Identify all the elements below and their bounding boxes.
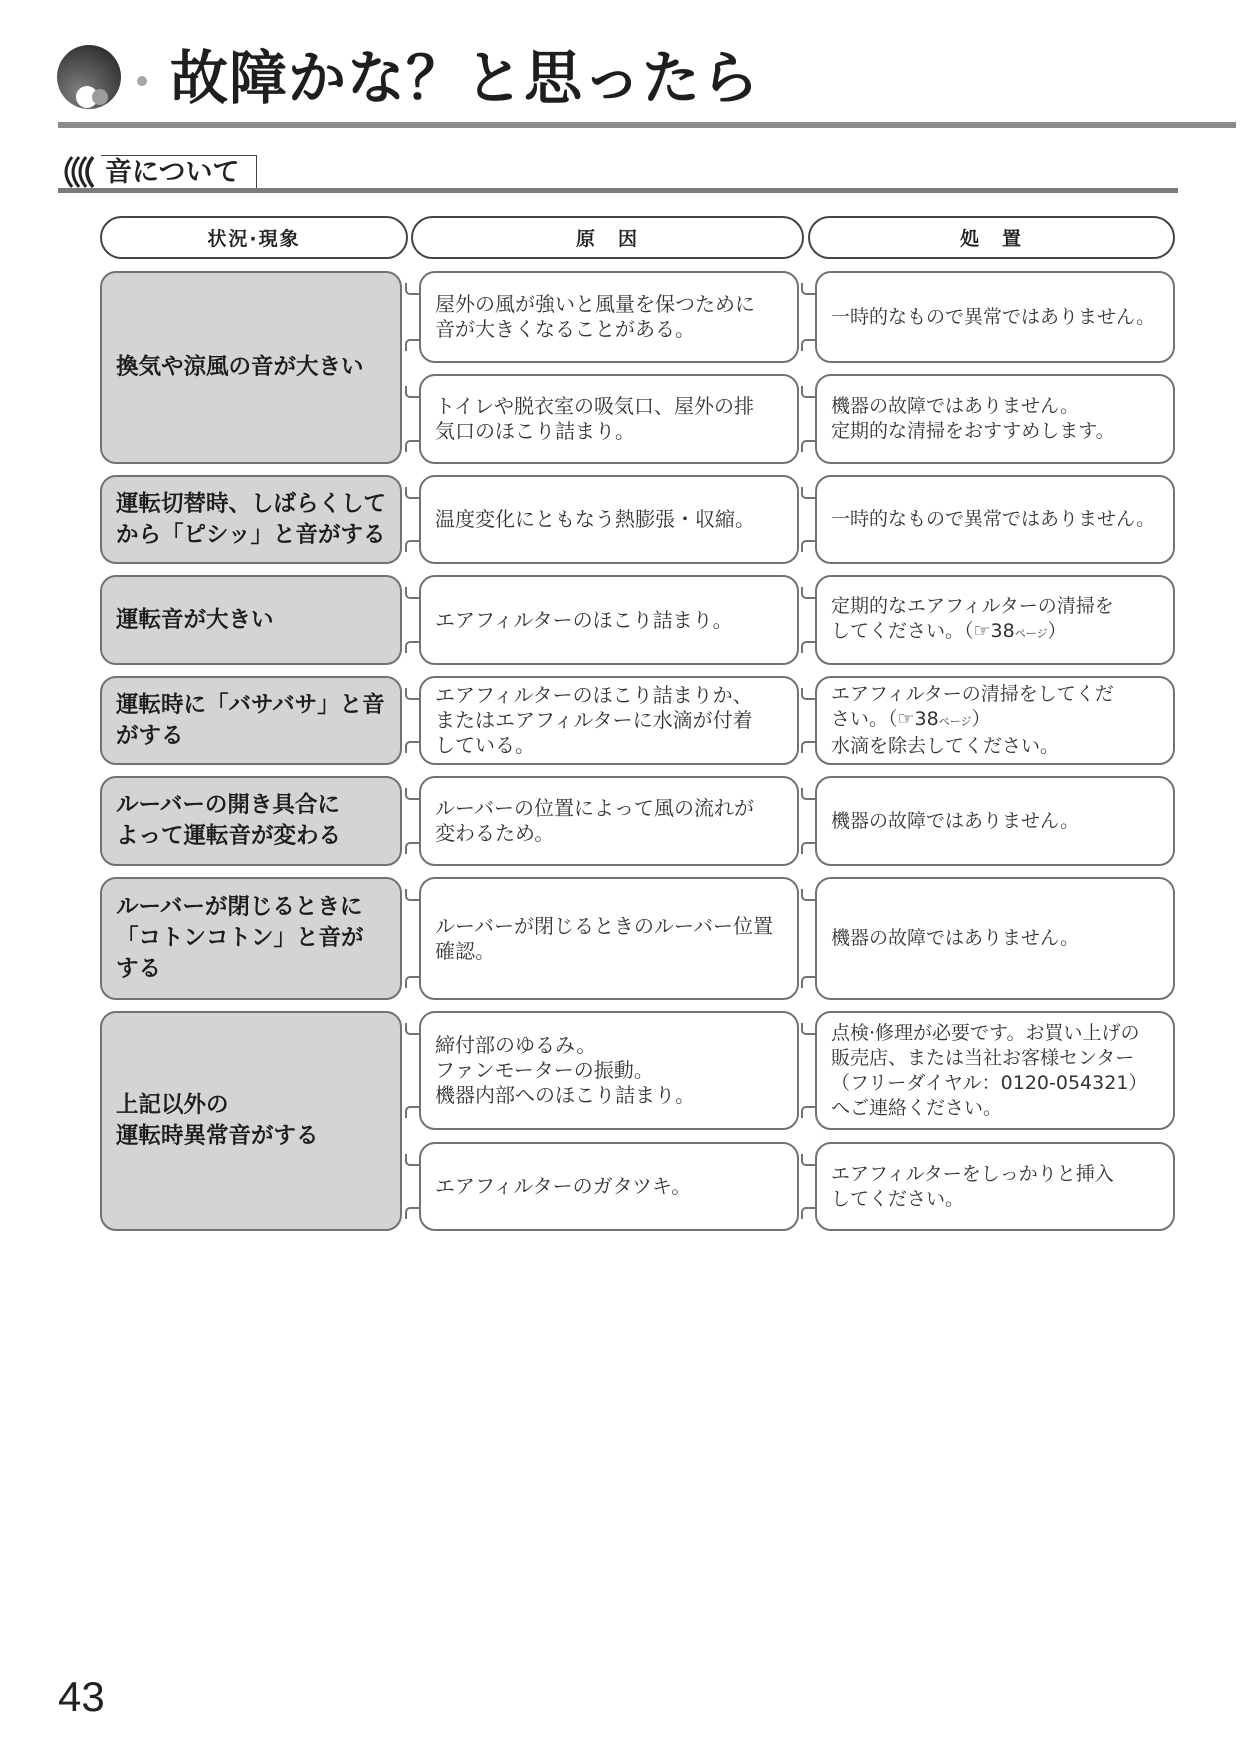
symptom-cell [100,877,402,1000]
remedy-text: 機器の故障ではありません。 [831,927,1080,949]
cause-text-block [435,1174,691,1199]
section-title: 音について [101,155,257,189]
cause-text-block [435,914,773,964]
remedy-text: 機器の故障ではありません。 [831,809,1080,832]
remedy-text: エアフィルターをしっかりと挿入 してください。 [831,1162,1114,1210]
cause-text: ルーバーの位置によって風の流れが 変わるため。 [435,796,754,845]
page-reference: （☞38 [964,620,1015,642]
remedy-cell [815,575,1175,665]
remedy-text: 一時的なもので異常ではありません。 [831,305,1156,328]
header-situation: 状況·現象 [100,216,408,259]
cause-text: 温度変化にともなう熱膨張・収縮。 [435,507,755,531]
remedy-cell [815,1011,1175,1130]
remedy-text-block [831,926,1079,951]
symptom-text: 換気や涼風の音が大きい [116,354,364,380]
cause-cell [419,575,799,665]
page-reference-close: ） [1047,620,1067,642]
cause-text: 屋外の風が強いと風量を保つために 音が大きくなることがある。 [435,292,755,341]
sound-waves-icon [58,154,104,190]
cause-cell [419,1142,799,1231]
cause-text-block [435,796,754,846]
symptom-cell [100,776,402,866]
page-reference-unit: ページ [938,715,972,728]
cause-text-block [435,507,755,532]
symptom-text: 運転切替時、しばらくして から「ピシッ」と音がする [116,490,387,548]
cause-cell [419,776,799,866]
cause-text: エアフィルターのほこり詰まりか、 またはエアフィルターに水滴が付着 している。 [435,683,753,757]
title-divider [58,122,1236,128]
cause-text-block [435,394,754,444]
cause-text: 締付部のゆるみ。 ファンモーターの振動。 機器内部へのほこり詰まり。 [435,1033,695,1107]
remedy-text-block [831,809,1079,834]
cause-text-block [435,1033,695,1108]
remedy-cell [815,1142,1175,1231]
remedy-cell [815,374,1175,464]
cause-text: エアフィルターのほこり詰まり。 [435,607,733,632]
remedy-text: 一時的なもので異常ではありません。 [831,508,1156,530]
cause-cell [419,475,799,564]
remedy-text-block [831,507,1155,532]
remedy-cell [815,676,1175,765]
remedy-text-block [831,394,1115,444]
page-title: 故障かな？と思ったら [170,44,761,112]
cause-cell [419,271,799,363]
remedy-cell [815,271,1175,363]
cause-text: トイレや脱衣室の吸気口、屋外の排 気口のほこり詰まり。 [435,394,754,443]
symptom-cell [100,575,402,665]
symptom-text: 上記以外の 運転時異常音がする [116,1092,319,1149]
page-reference: （☞38 [888,708,939,730]
page-reference-close: ） [971,708,991,730]
remedy-text-block [831,1162,1114,1212]
remedy-text: 機器の故障ではありません。 定期的な清掃をおすすめします。 [831,395,1115,442]
header-cause: 原 因 [411,216,804,259]
cause-text: エアフィルターのガタツキ。 [435,1174,692,1198]
remedy-text: 点検·修理が必要です。お買い上げの 販売店、または当社お客様センター （フリーダイヤル：0120-054321） へご連絡ください。 [831,1021,1148,1119]
bubbles-icon [52,42,152,122]
cause-cell [419,877,799,1000]
remedy-cell [815,475,1175,564]
remedy-text: エアフィルターの清掃をしてくだ さい。 [831,683,1114,730]
symptom-text: ルーバーの開き具合に よって運転音が変わる [116,792,342,849]
header-action: 処 置 [808,216,1175,259]
cause-text-block [435,608,733,633]
symptom-text: ルーバーが閉じるときに 「コトンコトン」と音が する [116,894,364,982]
cause-cell [419,676,799,765]
symptom-cell [100,271,402,464]
page-reference-unit: ページ [1014,627,1048,640]
cause-text: ルーバーが閉じるときのルーバー位置 確認。 [435,913,773,963]
symptom-text: 運転音が大きい [116,606,274,633]
cause-text-block [435,292,755,342]
remedy-text-block [831,305,1155,330]
symptom-text: 運転時に「バサバサ」と音 がする [116,691,385,749]
cause-cell [419,1011,799,1130]
cause-cell [419,374,799,464]
section-divider [58,188,1178,193]
remedy-text: 定期的なエアフィルターの清掃を してください。 [831,595,1114,642]
remedy-text-continued: 水滴を除去してください。 [831,735,1060,757]
remedy-text-block [831,1021,1147,1121]
remedy-cell [815,776,1175,866]
remedy-cell [815,877,1175,1000]
symptom-cell [100,1011,402,1231]
symptom-cell [100,475,402,564]
remedy-text-block [831,682,1114,759]
symptom-cell [100,676,402,765]
page-number: 43 [58,1673,105,1720]
cause-text-block [435,683,753,758]
remedy-text-block [831,594,1114,646]
